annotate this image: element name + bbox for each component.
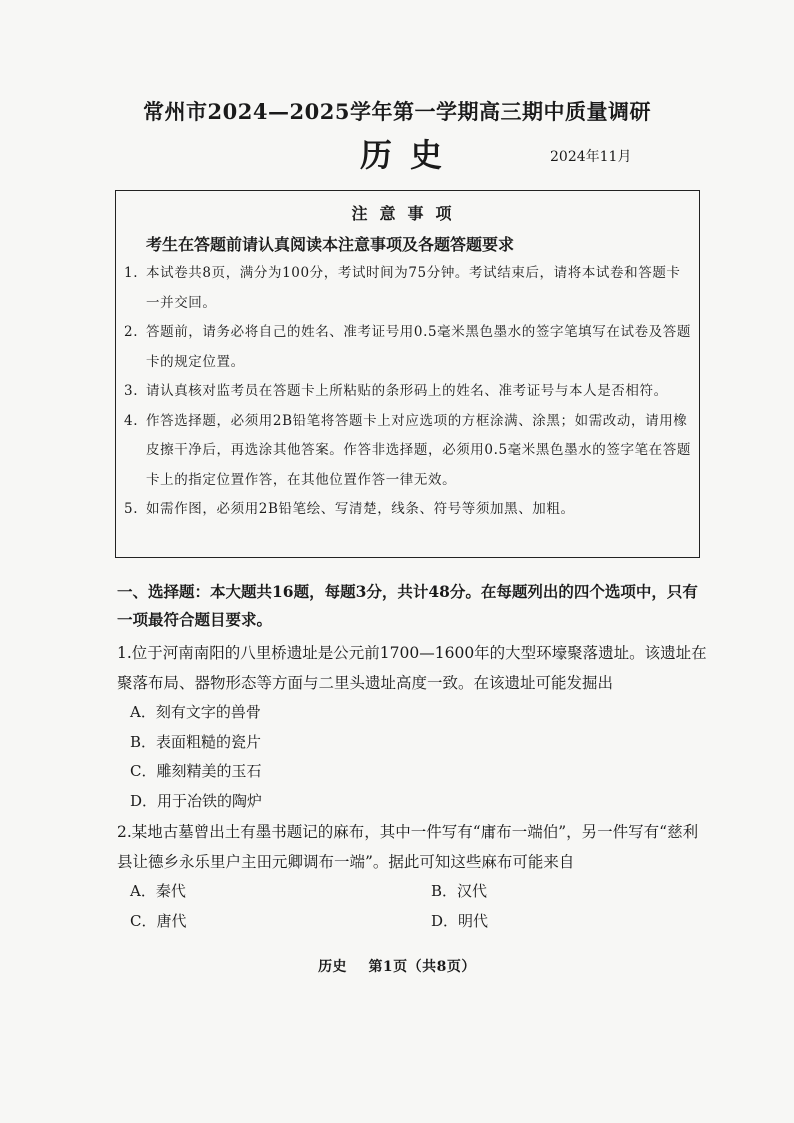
notice-item [124, 377, 692, 407]
option-b: B．汉代 [431, 882, 488, 900]
option-c: C．唐代 [130, 911, 187, 930]
option-b: B．表面粗糙的瓷片 [130, 732, 262, 751]
notice-item-number: 2. [124, 324, 139, 340]
exam-title: 常州市2024—2025学年第一学期高三期中质量调研 [143, 99, 651, 124]
question-stem: 1.位于河南南阳的八里桥遗址是公元前1700—1600年的大型环壕聚落遗址。该遗址在聚落布局、器物形态等方面与二里头遗址高度一致。在该遗址可能发掘出 [117, 644, 707, 692]
option-a: A．刻有文字的兽骨 [130, 703, 261, 721]
notice-item-number: 4. [124, 412, 139, 429]
question-2 [117, 817, 712, 936]
section-heading: 一、选择题：本大题共16题，每题3分，共计48分。在每题列出的四个选项中，只有一项最符合题目要求。 [117, 582, 698, 629]
option-row [117, 877, 712, 907]
option-d: D．用于冶铁的陶炉 [130, 791, 263, 810]
notice-item-number: 5. [124, 501, 139, 517]
notice-box [115, 190, 700, 558]
page-footer [0, 956, 794, 976]
question-1 [117, 638, 712, 816]
subject-title: 历史 [360, 136, 461, 174]
question-stem: 2.某地古墓曾出土有墨书题记的麻布，其中一件写有“庸布一端伯”，另一件写有“慈利县让德乡永乐里户主田元卿调布一端”。据此可知这些麻布可能来自 [117, 823, 699, 871]
notice-item-text: 答题前，请务必将自己的姓名、准考证号用0.5毫米黑色墨水的签字笔填写在试卷及答题卡的规定位置。 [146, 324, 691, 370]
notice-item-text: 请认真核对监考员在答题卡上所粘贴的条形码上的姓名、准考证号与本人是否相符。 [146, 383, 668, 399]
notice-item-number: 3. [124, 383, 139, 399]
option-d: D．明代 [431, 911, 489, 930]
notice-list [124, 259, 692, 525]
notice-item [124, 495, 692, 525]
notice-item [124, 407, 692, 496]
notice-item-text: 作答选择题，必须用2B铅笔将答题卡上对应选项的方框涂满、涂黑；如需改动，请用橡皮擦干净后，再选涂其他答案。作答非选择题，必须用0.5毫米黑色墨水的签字笔在答题卡上的指定位置作答，在其他位置作答一律无效。 [146, 412, 691, 488]
option-row [117, 907, 712, 937]
notice-item-text: 如需作图，必须用2B铅笔绘、写清楚，线条、符号等须加黑、加粗。 [146, 501, 575, 517]
notice-title: 注意事项 [351, 204, 464, 223]
notice-item-text: 本试卷共8页，满分为100分，考试时间为75分钟。考试结束后，请将本试卷和答题卡一并交回。 [146, 265, 681, 311]
notice-item-number: 1. [124, 265, 139, 281]
exam-date: 2024年11月 [550, 149, 632, 165]
footer-subject: 历史 [318, 959, 348, 975]
notice-item [124, 318, 692, 377]
notice-item [124, 259, 692, 318]
option-c: C．雕刻精美的玉石 [130, 762, 262, 780]
page-number: 第1页（共8页） [368, 959, 476, 975]
notice-subtitle: 考生在答题前请认真阅读本注意事项及各题答题要求 [146, 235, 515, 254]
option-a: A．秦代 [130, 882, 186, 900]
